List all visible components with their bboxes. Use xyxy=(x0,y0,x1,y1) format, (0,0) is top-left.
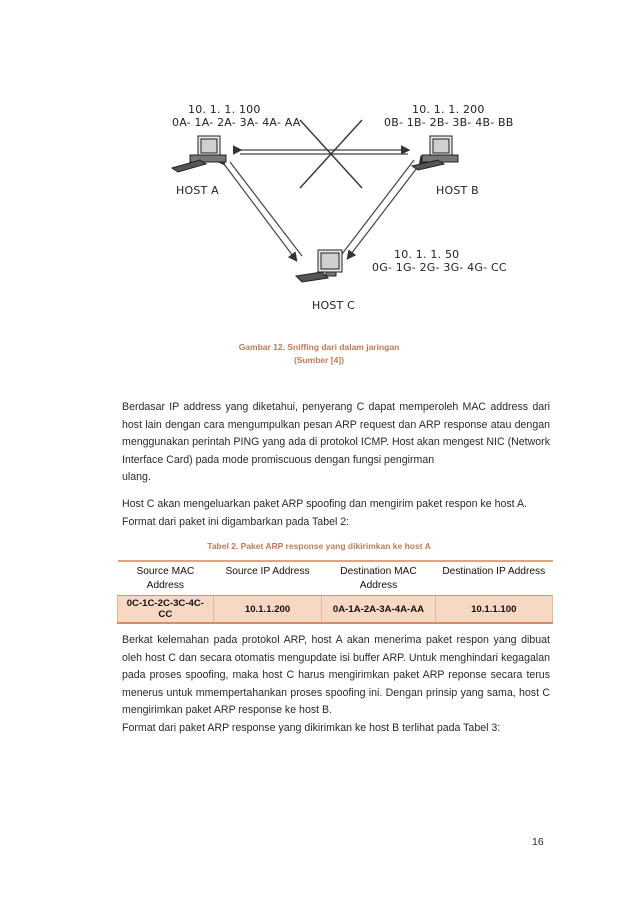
host-b-label: HOST B xyxy=(436,184,479,197)
computer-b-icon xyxy=(412,136,458,170)
paragraph-3 xyxy=(122,632,550,738)
header-destination-mac: Destination MAC Address xyxy=(322,561,435,596)
page-number: 16 xyxy=(532,836,544,848)
host-c-label: HOST C xyxy=(312,299,356,312)
table-row xyxy=(118,596,553,624)
header-source-ip: Source IP Address xyxy=(213,561,322,596)
host-a-mac: 0A- 1A- 2A- 3A- 4A- AA xyxy=(172,116,301,129)
paragraph-1-body: Berdasar IP address yang diketahui, penyerang C dapat memperoleh MAC address dari host lain dengan cara mengumpulkan pesan ARP request dan ARP response atau dengan menggunakan perintah PING yang ada di protokol ICMP. Host akan mengest NIC (Network Interface Card) pada mode promiscuous dengan fungsi pengirman xyxy=(122,401,550,466)
computer-c-icon xyxy=(296,250,342,282)
paragraph-3-body: Berkat kelemahan pada protokol ARP, host A akan menerima paket respon yang dibuat oleh host C dan secara otomatis mengupdate isi buffer ARP. Untuk menghindari kegagalan pada proses spoofing, maka host C harus mengirimkan paket ARP reponse secara terus menerus untuk mmempertahankan proses spoofing ini. Dengan prinsip yang sama, host C mengirimkan paket ARP response ke host B. xyxy=(122,634,550,717)
host-a-label: HOST A xyxy=(176,184,219,197)
figure-caption-title: Gambar 12. Sniffing dari dalam jaringan xyxy=(238,342,400,352)
cell-source-ip: 10.1.1.200 xyxy=(213,596,322,624)
paragraph-2-line-1: Host C akan mengeluarkan paket ARP spoofing dan mengirim paket respon ke host A. xyxy=(122,498,527,510)
host-b-ip: 10. 1. 1. 200 xyxy=(412,103,485,116)
paragraph-1-last-line: ulang. xyxy=(122,471,151,484)
host-c-mac: 0G- 1G- 2G- 3G- 4G- CC xyxy=(372,261,507,274)
network-diagram xyxy=(150,92,514,332)
host-a-ip: 10. 1. 1. 100 xyxy=(188,103,261,116)
paragraph-2 xyxy=(122,496,550,531)
cell-source-mac: 0C-1C-2C-3C-4C-CC xyxy=(118,596,214,624)
paragraph-3-last-line: Format dari paket ARP response yang dikirimkan ke host B terlihat pada Tabel 3: xyxy=(122,721,501,734)
paragraph-1 xyxy=(122,399,550,487)
table-caption: Tabel 2. Paket ARP response yang dikirimkan ke host A xyxy=(207,541,431,551)
arp-response-table xyxy=(117,560,553,624)
cell-destination-mac: 0A-1A-2A-3A-4A-AA xyxy=(322,596,435,624)
computer-a-icon xyxy=(172,136,226,172)
cell-destination-ip: 10.1.1.100 xyxy=(435,596,552,624)
header-destination-ip: Destination IP Address xyxy=(435,561,552,596)
host-b-mac: 0B- 1B- 2B- 3B- 4B- BB xyxy=(384,116,514,129)
header-source-mac: Source MAC Address xyxy=(118,561,214,596)
figure-caption-source: (Sumber [4]) xyxy=(293,355,345,365)
table-header-row xyxy=(118,561,553,596)
host-c-ip: 10. 1. 1. 50 xyxy=(394,248,460,261)
paragraph-2-line-2: Format dari paket ini digambarkan pada Tabel 2: xyxy=(122,515,350,528)
